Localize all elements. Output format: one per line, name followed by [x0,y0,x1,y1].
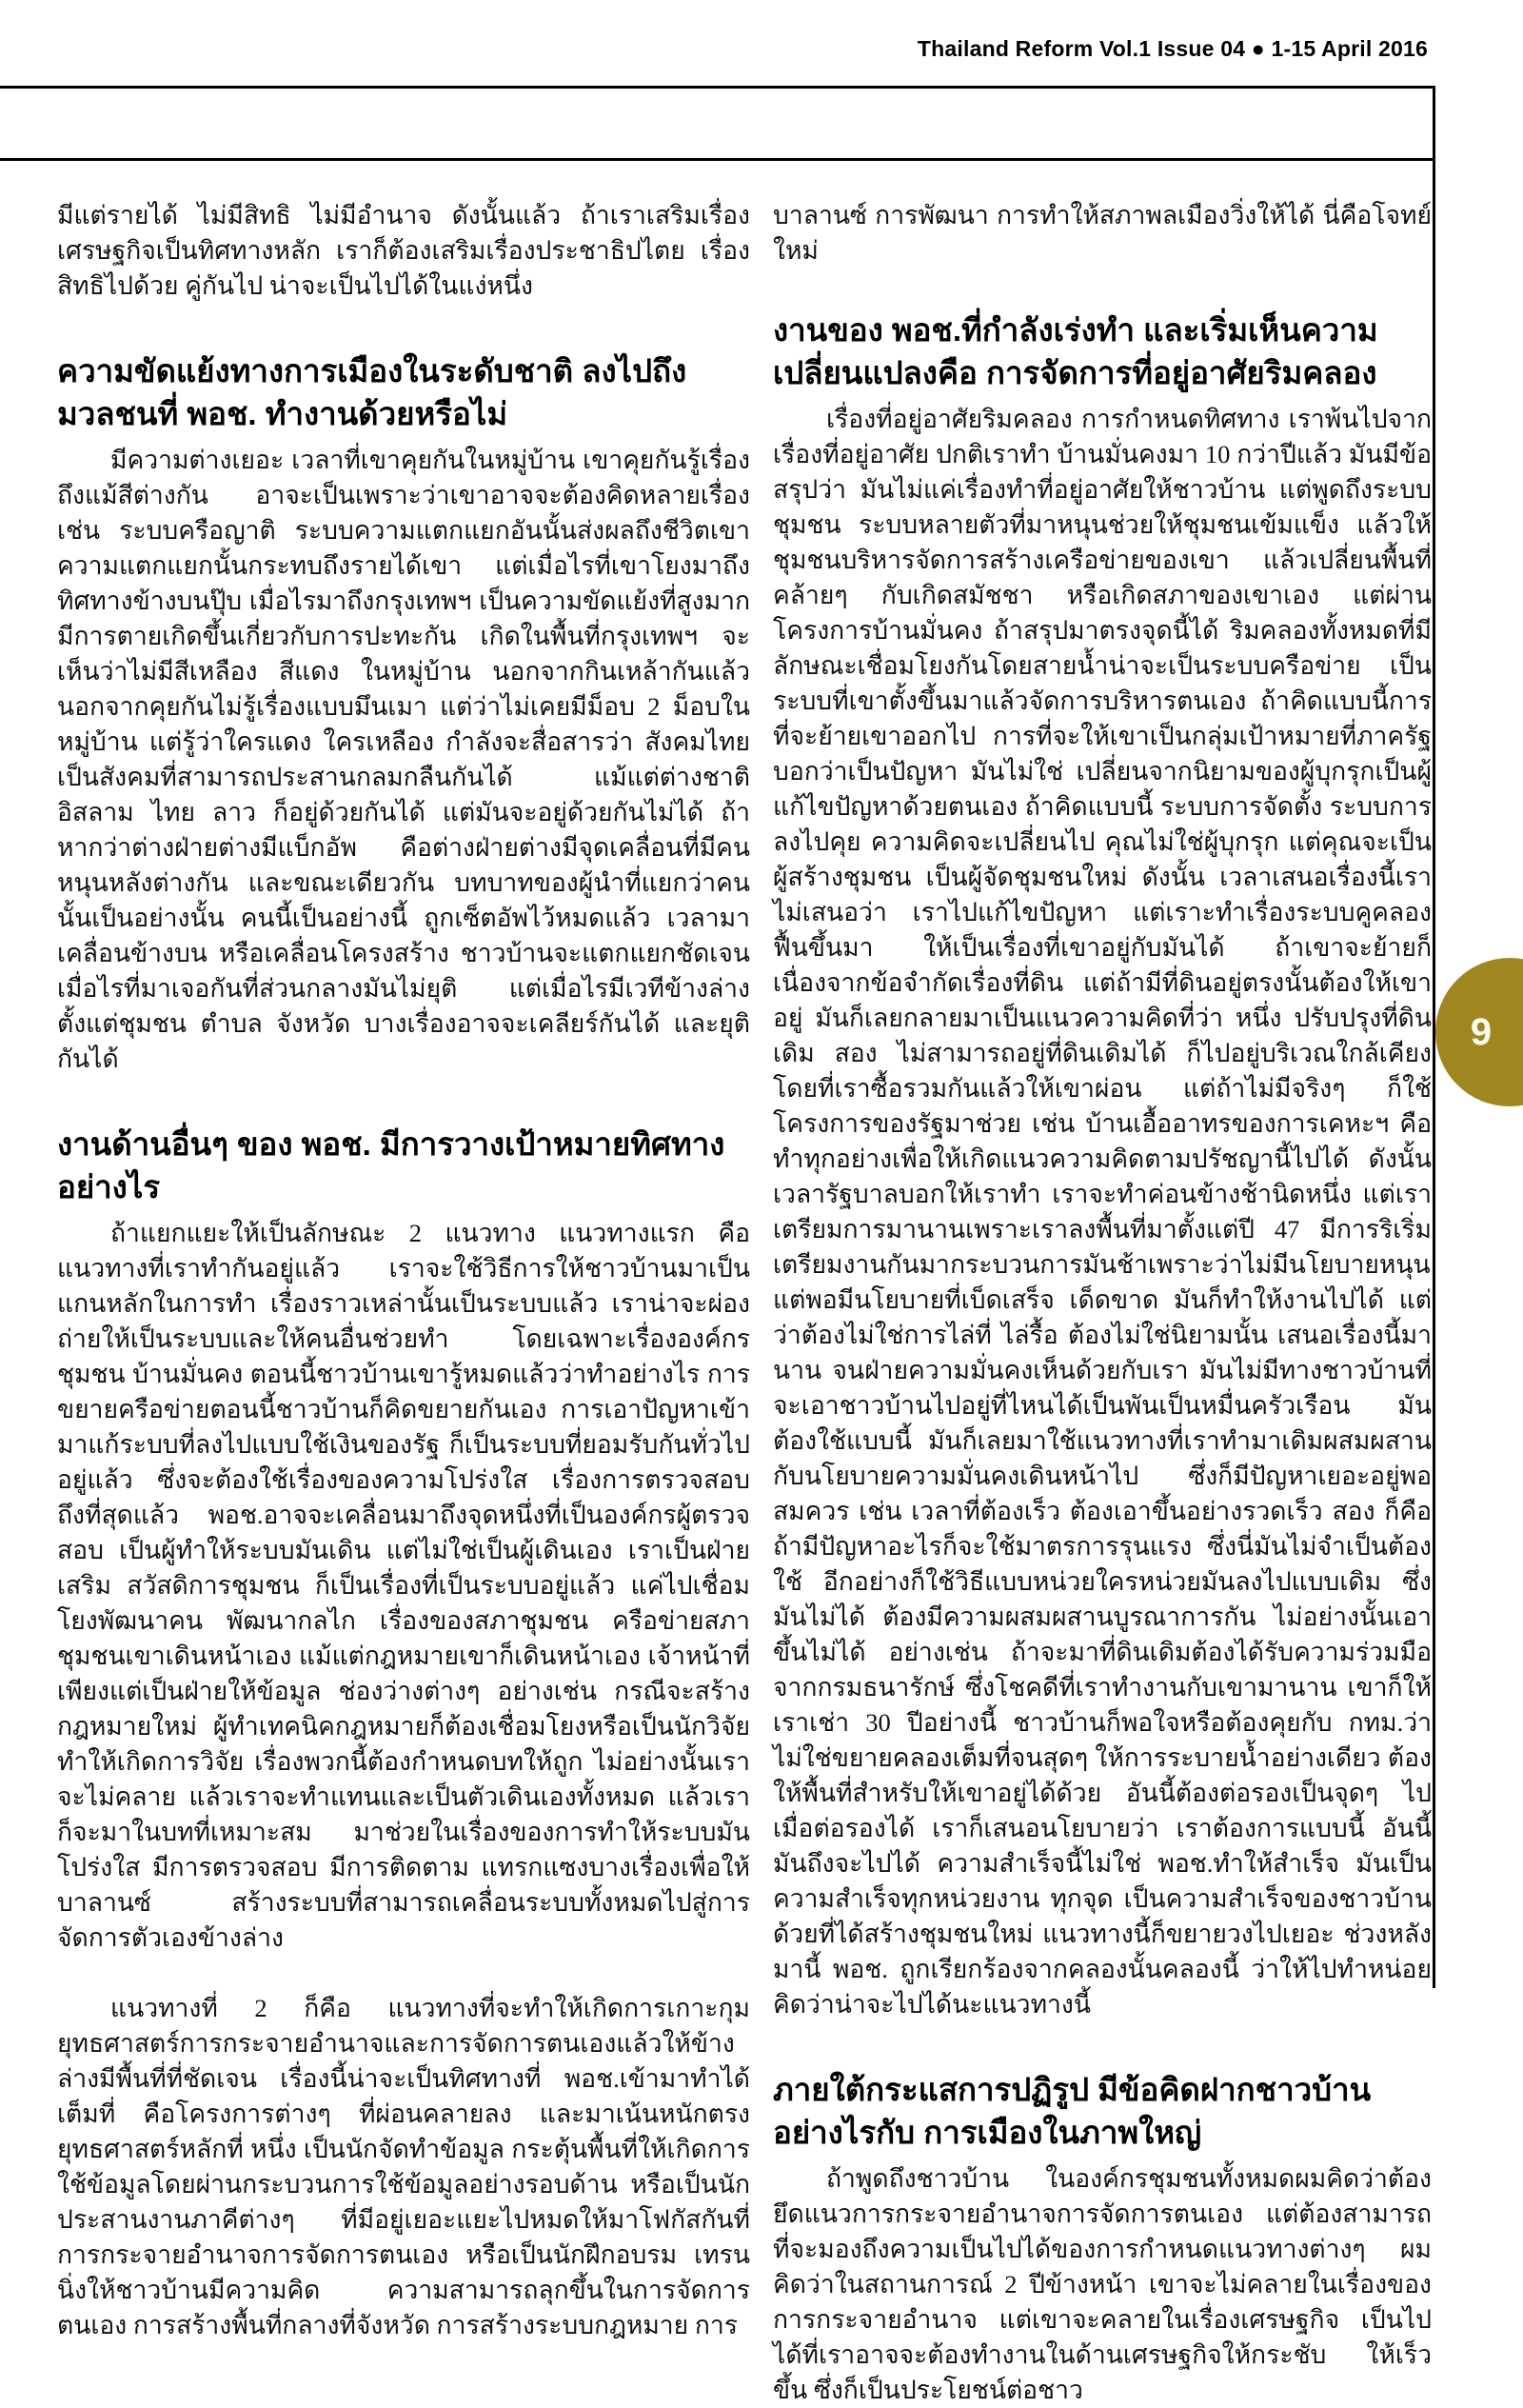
left-column [57,198,750,2343]
right-column [773,198,1432,2408]
section-heading-reform-message: ภายใต้กระแสการปฏิรูป มีข้อคิดฝากชาวบ้านอย่างไรกับ การเมืองในภาพใหญ่ [773,2072,1372,2150]
header-bottom-rule [0,158,1434,161]
page-number-tab [1435,958,1523,1106]
section-paragraph: มีความต่างเยอะ เวลาที่เขาคุยกันในหมู่บ้าน เขาคุยกันรู้เรื่อง ถึงแม้สีต่างกัน อาจะเป็นเพราะว่าเขาอาจจะต้องคิดหลายเรื่อง เช่น ระบบครือญาติ ระบบความแตกแยกอันนั้นส่งผลถึงชีวิตเขา ความแตกแยกนั้นกระทบถึงรายได้เขา แต่เมื่อไรที่เขาโยงมาถึงทิศทางข้างบนปุ๊บ เมื่อไรมาถึงกรุงเทพฯ เป็นความขัดแย้งที่สูงมาก มีการตายเกิดขึ้นเกี่ยวกับการปะทะกัน เกิดในพื้นที่กรุงเทพฯ จะเห็นว่าไม่มีสีเหลือง สีแดง ในหมู่บ้าน นอกจากกินเหล้ากันแล้วนอกจากคุยกันไม่รู้เรื่องแบบมึนเมา แต่ว่าไม่เคยมีม็อบ 2 ม็อบในหมู่บ้าน แต่รู้ว่าใครแดง ใครเหลือง กำลังจะสื่อสารว่า สังคมไทยเป็นสังคมที่สามารถประสานกลมกลืนกันได้ แม้แต่ต่างชาติ อิสลาม ไทย ลาว ก็อยู่ด้วยกันได้ แต่มันจะอยู่ด้วยกันไม่ได้ ถ้าหากว่าต่างฝ่ายต่างมีแบ็กอัพ คือต่างฝ่ายต่างมีจุดเคลื่อนที่มีคนหนุนหลังต่างกัน และขณะเดียวกัน บทบาทของผู้นำที่แยกว่าคนนั้นเป็นอย่างนั้น คนนี้เป็นอย่างนี้ ถูกเซ็ตอัพไว้หมดแล้ว เวลามาเคลื่อนข้างบน หรือเคลื่อนโครงสร้าง ชาวบ้านจะแตกแยกชัดเจน เมื่อไรที่มาเจอกันที่ส่วนกลางมันไม่ยุติ แต่เมื่อไรมีเวทีข้างล่าง ตั้งแต่ชุมชน ตำบล จังหวัด บางเรื่องอาจจะเคลียร์กันได้ และยุติกันได้ [57,446,750,1073]
section-paragraph: เรื่องที่อยู่อาศัยริมคลอง การกำหนดทิศทาง เราพ้นไปจากเรื่องที่อยู่อาศัย ปกติเราทำ บ้านมั่นคงมา 10 กว่าปีแล้ว มันมีข้อสรุปว่า มันไม่แค่เรื่องทำที่อยู่อาศัยให้ชาวบ้าน แต่พูดถึงระบบชุมชน ระบบหลายตัวที่มาหนุนช่วยให้ชุมชนเข้มแข็ง แล้วให้ชุมชนบริหารจัดการสร้างเครือข่ายของเขา แล้วเปลี่ยนพื้นที่คล้ายๆ กับเกิดสมัชชา หรือเกิดสภาของเขาเอง แต่ผ่านโครงการบ้านมั่นคง ถ้าสรุปมาตรงจุดนี้ได้ ริมคลองทั้งหมดที่มีลักษณะเชื่อมโยงกันโดยสายน้ำน่าจะเป็นระบบครือข่าย เป็นระบบที่เขาตั้งขึ้นมาแล้วจัดการบริหารตนเอง ถ้าคิดแบบนี้การที่จะย้ายเขาออกไป การที่จะให้เขาเป็นกลุ่มเป้าหมายที่ภาครัฐบอกว่าเป็นปัญหา มันไม่ใช่ เปลี่ยนจากนิยามของผู้บุกรุกเป็นผู้แก้ไขปัญหาด้วยตนเอง ถ้าคิดแบบนี้ ระบบการจัดตั้ง ระบบการลงไปคุย ความคิดจะเปลี่ยนไป คุณไม่ใช่ผู้บุกรุก แต่คุณจะเป็นผู้สร้างชุมชน เป็นผู้จัดชุมชนใหม่ ดังนั้น เวลาเสนอเรื่องนี้เราไม่เสนอว่า เราไปแก้ไขปัญหา แต่เราะทำเรื่องระบบคูคลอง ฟื้นขึ้นมา ให้เป็นเรื่องที่เขาอยู่กับมันได้ ถ้าเขาจะย้ายก็เนื่องจากข้อจำกัดเรื่องที่ดิน แต่ถ้ามีที่ดินอยู่ตรงนั้นต้องให้เขาอยู่ มันก็เลยกลายมาเป็นแนวความคิดที่ว่า หนึ่ง ปรับปรุงที่ดินเดิม สอง ไม่สามารถอยู่ที่ดินเดิมได้ ก็ไปอยู่บริเวณใกล้เคียง โดยที่เราซื้อรวมกันแล้วให้เขาผ่อน แต่ถ้าไม่มีจริงๆ ก็ใช้โครงการของรัฐมาช่วย เช่น บ้านเอื้ออาทรของการเคหะฯ คือทำทุกอย่างเพื่อให้เกิดแนวความคิดตามปรัชญานี้ไปได้ ดังนั้นเวลารัฐบาลบอกให้เราทำ เราจะทำค่อนข้างช้านิดหนึ่ง แต่เราเตรียมการมานานเพราะเราลงพื้นที่มาตั้งแต่ปี 47 มีการริเริ่มเตรียมงานกันมากระบวนการมันช้าเพราะว่าไม่มีนโยบายหนุน แต่พอมีนโยบายที่เบ็ดเสร็จ เด็ดขาด มันก็ทำให้งานไปได้ แต่ว่าต้องไม่ใช่การไล่ที่ ไล่รื้อ ต้องไม่ใช่นิยามนั้น เสนอเรื่องนี้มานาน จนฝ่ายความมั่นคงเห็นด้วยกับเรา มันไม่มีทางชาวบ้านที่จะเอาชาวบ้านไปอยู่ที่ไหนได้เป็นพันเป็นหมื่นครัวเรือน มันต้องใช้แบบนี้ มันก็เลยมาใช้แนวทางที่เราทำมาเดิมผสมผสานกับนโยบายความมั่นคงเดินหน้าไป ซึ่งก็มีปัญหาเยอะอยู่พอสมควร เช่น เวลาที่ต้องเร็ว ต้องเอาขึ้นอย่างรวดเร็ว สอง ก็คือ ถ้ามีปัญหาอะไรก็จะใช้มาตรการรุนแรง ซึ่งนี่มันไม่จำเป็นต้องใช้ อีกอย่างก็ใช้วิธีแบบหน่วยใครหน่วยมันลงไปแบบเดิม ซึ่งมันไม่ได้ ต้องมีความผสมผสานบูรณาการกัน ไม่อย่างนั้นเอาขึ้นไม่ได้ อย่างเช่น ถ้าจะมาที่ดินเดิมต้องได้รับความร่วมมือจากกรมธนารักษ์ ซึ่งโชคดีที่เราทำงานกับเขามานาน เขาก็ให้เราเช่า 30 ปีอย่างนี้ ชาวบ้านก็พอใจหรือต้องคุยกับ กทม.ว่า ไม่ใช่ขยายคลองเต็มที่จนสุดๆ ให้การระบายน้ำอย่างเดียว ต้องให้พื้นที่สำหรับให้เขาอยู่ได้ด้วย อันนี้ต้องต่อรองเป็นจุดๆ ไป เมื่อต่อรองได้ เราก็เสนอนโยบายว่า เราต้องการแบบนี้ อันนี้มันถึงจะไปได้ ความสำเร็จนี้ไม่ใช่ พอช.ทำให้สำเร็จ มันเป็นความสำเร็จทุกหน่วยงาน ทุกจุด เป็นความสำเร็จของชาวบ้านด้วยที่ได้สร้างชุมชนใหม่ แนวทางนี้ก็ขยายวงไปเยอะ ช่วงหลังมานี้ พอช. ถูกเรียกร้องจากคลองนั้นคลองนี้ ว่าให้ไปทำหน่อย คิดว่าน่าจะไปได้นะแนวทางนี้ [773,405,1432,2019]
section-paragraph: แนวทางที่ 2 ก็คือ แนวทางที่จะทำให้เกิดการเกาะกุมยุทธศาสตร์การกระจายอำนาจและการจัดการตนเองแล้วให้ข้างล่างมีพื้นที่ที่ชัดเจน เรื่องนี้น่าจะเป็นทิศทางที่ พอช.เข้ามาทำได้เต็มที่ คือโครงการต่างๆ ที่ผ่อนคลายลง และมาเน้นหนักตรงยุทธศาสตร์หลักที่ หนึ่ง เป็นนักจัดทำข้อมูล กระตุ้นพื้นที่ให้เกิดการใช้ข้อมูลโดยผ่านกระบวนการใช้ข้อมูลอย่างรอบด้าน หรือเป็นนักประสานงานภาคีต่างๆ ที่มีอยู่เยอะแยะไปหมดให้มาโฟกัสกันที่การกระจายอำนาจการจัดการตนเอง หรือเป็นนักฝึกอบรม เทรนนิ่งให้ชาวบ้านมีความคิด ความสามารถลุกขึ้นในการจัดการตนเอง การสร้างพื้นที่กลางที่จังหวัด การสร้างระบบกฎหมาย การ [57,1994,750,2339]
section-paragraph: ถ้าแยกแยะให้เป็นลักษณะ 2 แนวทาง แนวทางแรก คือ แนวทางที่เราทำกันอยู่แล้ว เราจะใช้วิธีการให้ชาวบ้านมาเป็นแกนหลักในการทำ เรื่องราวเหล่านั้นเป็นระบบแล้ว เราน่าจะผ่องถ่ายให้เป็นระบบและให้คนอื่นช่วยทำ โดยเฉพาะเรื่ององค์กรชุมชน บ้านมั่นคง ตอนนี้ชาวบ้านเขารู้หมดแล้วว่าทำอย่างไร การขยายครือข่ายตอนนี้ชาวบ้านก็คิดขยายกันเอง การเอาปัญหาเข้ามาแก้ระบบที่ลงไปแบบใช้เงินของรัฐ ก็เป็นระบบที่ยอมรับกันทั่วไปอยู่แล้ว ซึ่งจะต้องใช้เรื่องของความโปร่งใส เรื่องการตรวจสอบ ถึงที่สุดแล้ว พอช.อาจจะเคลื่อนมาถึงจุดหนึ่งที่เป็นองค์กรผู้ตรวจสอบ เป็นผู้ทำให้ระบบมันเดิน แต่ไม่ใช่เป็นผู้เดินเอง เราเป็นฝ่ายเสริม สวัสดิการชุมชน ก็เป็นเรื่องที่เป็นระบบอยู่แล้ว แค่ไปเชื่อมโยงพัฒนาคน พัฒนากลไก เรื่องของสภาชุมชน ครือข่ายสภาชุมชนเขาเดินหน้าเอง แม้แต่กฎหมายเขาก็เดินหน้าเอง เจ้าหน้าที่เพียงแต่เป็นฝ่ายให้ข้อมูล ช่องว่างต่างๆ อย่างเช่น กรณีจะสร้างกฎหมายใหม่ ผู้ทำเทคนิคกฎหมายก็ต้องเชื่อมโยงหรือเป็นนักวิจัย ทำให้เกิดการวิจัย เรื่องพวกนี้ต้องกำหนดบทให้ถูก ไม่อย่างนั้นเราจะไม่คลาย แล้วเราจะทำแทนและเป็นตัวเดินเองทั้งหมด แล้วเราก็จะมาในบทที่เหมาะสม มาช่วยในเรื่องของการทำให้ระบบมันโปร่งใส มีการตรวจสอบ มีการติดตาม แทรกแซงบางเรื่องเพื่อให้บาลานซ์ สร้างระบบที่สามารถเคลื่อนระบบทั้งหมดไปสู่การจัดการตัวเองข้างล่าง [57,1219,750,1952]
header-top-rule [0,86,1434,89]
lead-line: บาลานซ์ การพัฒนา การทำให้สภาพลเมืองวิ่งให้ได้ นี่คือโจทย์ใหม่ [773,201,1432,265]
page-number: 9 [1470,1011,1493,1053]
section-heading-other-work-goals: งานด้านอื่นๆ ของ พอช. มีการวางเป้าหมายทิศทางอย่างไร [57,1126,725,1204]
header-issue-line: Thailand Reform Vol.1 Issue 04 ● 1-15 April 2016 [917,36,1428,61]
section-heading-political-conflict: ความขัดแย้งทางการเมืองในระดับชาติ ลงไปถึงมวลชนที่ พอช. ทำงานด้วยหรือไม่ [57,353,687,431]
section-heading-canal-housing: งานของ พอช.ที่กำลังเร่งทำ และเริ่มเห็นความเปลี่ยนแปลงคือ การจัดการที่อยู่อาศัยริมคลอง [773,312,1378,390]
continuation-paragraph: มีแต่รายได้ ไม่มีสิทธิ ไม่มีอำนาจ ดังนั้นแล้ว ถ้าเราเสริมเรื่องเศรษฐกิจเป็นทิศทางหลัก เราก็ต้องเสริมเรื่องประชาธิปไตย เรื่องสิทธิไปด้วย คู่กันไป น่าจะเป็นไปได้ในแง่หนึ่ง [57,201,750,300]
section-paragraph: ถ้าพูดถึงชาวบ้าน ในองค์กรชุมชนทั้งหมดผมคิดว่าต้องยึดแนวการกระจายอำนาจการจัดการตนเอง แต่ต้องสามารถที่จะมองถึงความเป็นไปได้ของการกำหนดแนวทางต่างๆ ผมคิดว่าในสถานการณ์ 2 ปีข้างหน้า เขาจะไม่คลายในเรื่องของการกระจายอำนาจ แต่เขาจะคลายในเรื่องเศรษฐกิจ เป็นไปได้ที่เราอาจจะต้องทำงานในด้านเศรษฐกิจให้กระชับ ให้เร็วขึ้น ซึ่งก็เป็นประโยชน์ต่อชาว [773,2164,1432,2404]
